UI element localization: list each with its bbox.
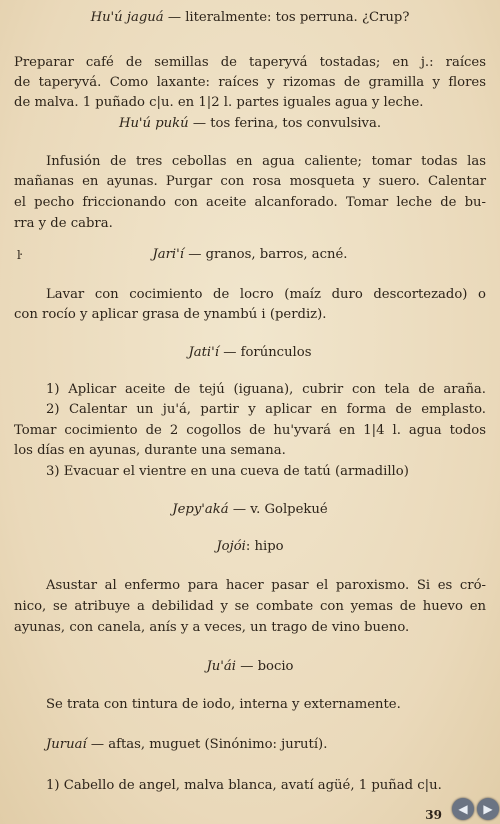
entry-term: Jati'í <box>188 345 219 360</box>
previous-page-button[interactable] <box>452 798 474 820</box>
paragraph-line: 2) Calentar un ju'á, partir y aplicar en forma de emplasto. <box>46 402 486 417</box>
margin-mark: ŀ <box>17 248 21 262</box>
paragraph-line: 3) Evacuar el vientre en una cueva de tatú (armadillo) <box>46 464 409 479</box>
paragraph-line: 1) Cabello de angel, malva blanca, avatí agüé, 1 puñad c|u. <box>46 778 442 793</box>
entry-term: Jepy'aká <box>172 502 229 517</box>
paragraph-line: Infusión de tres cebollas en agua caliente; tomar todas las <box>46 154 486 169</box>
entry-heading-ju-ai: Ju'ái — bocio <box>206 659 294 674</box>
entry-term: Hu'ú pukú <box>118 116 189 131</box>
paragraph-line: mañanas en ayunas. Purgar con rosa mosqueta y suero. Calentar <box>14 174 486 189</box>
paragraph-line: los días en ayunas, durante una semana. <box>14 443 286 458</box>
entry-heading-jati-i: Jati'í — forúnculos <box>188 345 312 360</box>
entry-term: Jari'í <box>152 247 184 262</box>
entry-heading-jojoi: Jojói: hipo <box>216 539 284 554</box>
paragraph-line: ayunas, con canela, anís y a veces, un trago de vino bueno. <box>14 620 410 635</box>
entry-heading-hu-u-puku: Hu'ú pukú — tos ferina, tos convulsiva. <box>118 116 382 131</box>
paragraph-line: el pecho friccionando con aceite alcanforado. Tomar leche de bu- <box>14 195 486 210</box>
entry-heading-jepy-aka: Jepy'aká — v. Golpekué <box>172 502 328 517</box>
next-page-button[interactable] <box>477 798 499 820</box>
entry-heading-jari-i: Jari'í — granos, barros, acné. <box>152 247 348 262</box>
previous-icon: ◀ <box>458 802 468 816</box>
paragraph-line: Tomar cocimiento de 2 cogollos de hu'yvará en 1|4 l. agua todos <box>14 423 486 438</box>
paragraph-line: Lavar con cocimiento de locro (maíz duro descortezado) o <box>46 287 486 302</box>
paragraph-line: Asustar al enfermo para hacer pasar el paroxismo. Si es cró- <box>46 578 486 593</box>
paragraph-line: Se trata con tintura de iodo, interna y externamente. <box>46 697 401 712</box>
entry-term: Juruaí <box>46 737 87 752</box>
page-number: 39 <box>425 808 442 822</box>
paragraph-line: con rocío y aplicar grasa de ynambú i (perdiz). <box>14 307 327 322</box>
next-icon: ▶ <box>483 802 493 816</box>
entry-heading-hu-u-jagua: Hu'ú jaguá — literalmente: tos perruna. ¿Crup? <box>90 10 410 25</box>
paragraph-line: rra y de cabra. <box>14 216 113 231</box>
paragraph-line: nico, se atribuye a debilidad y se combate con yemas de huevo en <box>14 599 486 614</box>
paragraph-line: Preparar café de semillas de taperyvá tostadas; en j.: raíces <box>14 55 486 70</box>
paragraph-line: de taperyvá. Como laxante: raíces y rizomas de gramilla y flores <box>14 75 486 90</box>
entry-heading-juruai: Juruaí — aftas, muguet (Sinónimo: jurutí). <box>46 737 328 752</box>
entry-term: Hu'ú jaguá <box>90 10 164 25</box>
entry-term: Ju'ái <box>206 659 236 674</box>
paragraph-line: de malva. 1 puñado c|u. en 1|2 l. partes iguales agua y leche. <box>14 95 424 110</box>
entry-term: Jojói <box>216 539 246 554</box>
paragraph-line: 1) Aplicar aceite de tejú (iguana), cubrir con tela de araña. <box>46 382 486 397</box>
